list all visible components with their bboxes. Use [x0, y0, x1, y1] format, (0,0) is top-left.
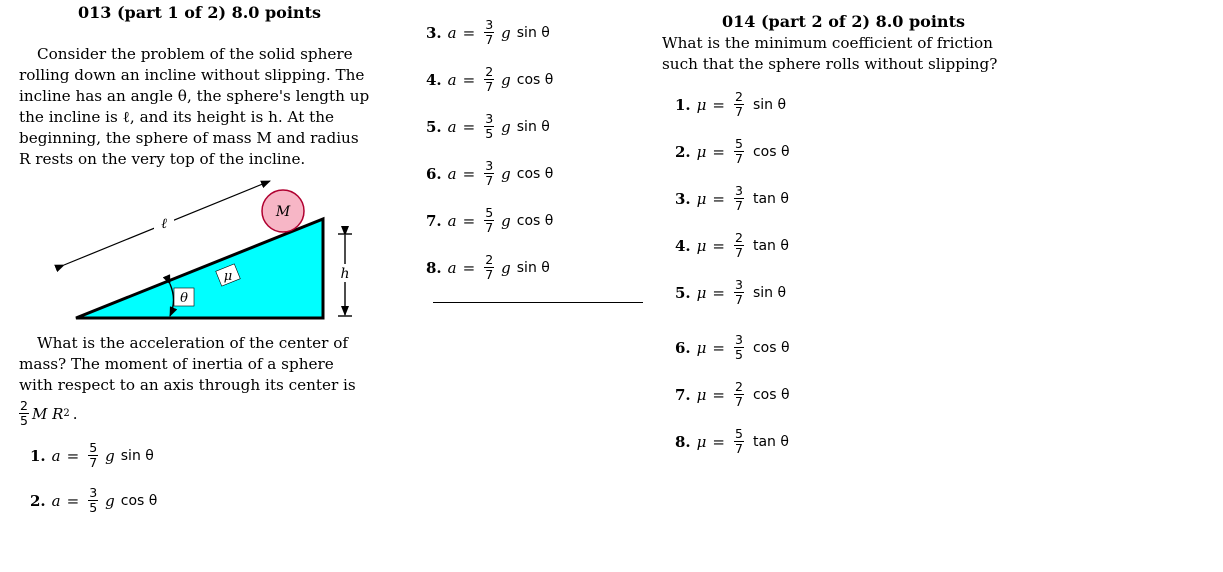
choice-variable: a — [447, 211, 457, 230]
q13-answer-choice — [426, 160, 557, 187]
choice-fraction — [484, 254, 494, 281]
fraction-numerator: 3 — [735, 277, 743, 292]
equals-sign: = — [462, 70, 476, 89]
fraction-numerator: 2 — [485, 64, 494, 79]
choice-number: 1. — [675, 95, 691, 114]
choice-trig-function: tan θ — [752, 433, 789, 450]
q13-question — [19, 333, 379, 396]
fraction-denominator: 7 — [485, 267, 494, 282]
fraction-denominator: 5 — [20, 413, 28, 428]
equals-sign: = — [462, 258, 476, 277]
q14-answer-choice — [675, 185, 793, 212]
choice-number: 8. — [426, 258, 442, 277]
q14-answer-choice — [675, 381, 794, 408]
fraction-denominator: 5 — [735, 347, 743, 362]
fraction-numerator: 2 — [20, 398, 28, 413]
q14-answer-choice — [675, 334, 794, 361]
choice-variable: μ — [696, 95, 707, 114]
choice-trig-function: cos θ — [516, 165, 554, 182]
equals-sign: = — [462, 164, 476, 183]
fraction-denominator: 7 — [735, 198, 743, 213]
choice-variable: a — [51, 491, 61, 510]
q13-intro — [19, 44, 379, 170]
choice-variable: μ — [696, 142, 707, 161]
choice-fraction — [734, 91, 744, 118]
choice-fraction — [484, 66, 494, 93]
angle-label: θ — [180, 291, 188, 306]
q14-header: 014 (part 2 of 2) 8.0 points — [722, 12, 965, 31]
q13-answer-choice — [30, 442, 158, 469]
equals-sign: = — [712, 385, 725, 404]
inertia-fraction — [19, 400, 29, 427]
sphere-mass-label: M — [275, 204, 291, 220]
choice-fraction — [734, 185, 744, 212]
choice-trig-function: sin θ — [516, 24, 550, 41]
fraction-denominator: 7 — [485, 32, 494, 47]
q14-answer-choice — [675, 428, 793, 455]
choice-variable: μ — [696, 385, 707, 404]
fraction-denominator: 7 — [735, 104, 743, 119]
choice-trig-function: cos θ — [752, 143, 790, 160]
equals-sign: = — [462, 211, 476, 230]
equals-sign: = — [462, 117, 476, 136]
q13-header: 013 (part 1 of 2) 8.0 points — [78, 3, 321, 22]
choice-trig-function: cos θ — [752, 339, 790, 356]
choice-variable: μ — [696, 338, 707, 357]
choice-trig-function: sin θ — [120, 447, 154, 464]
choice-trig-function: sin θ — [752, 284, 787, 301]
choice-variable: a — [447, 117, 457, 136]
q13-answer-choice — [426, 66, 557, 93]
fraction-numerator: 2 — [485, 252, 494, 267]
inertia-period: . — [72, 404, 78, 423]
q14-answer-choice — [675, 279, 790, 306]
q13-question-line: mass? The moment of inertia of a sphere — [19, 355, 334, 373]
choice-fraction — [484, 160, 494, 187]
choice-variable: a — [447, 164, 457, 183]
choice-variable: a — [447, 70, 457, 89]
choice-trig-function: cos θ — [752, 386, 790, 403]
fraction-numerator: 5 — [485, 205, 494, 220]
fraction-numerator: 3 — [485, 17, 494, 32]
choice-trig-function: tan θ — [752, 237, 789, 254]
q13-answer-choice — [426, 207, 557, 234]
q13-intro-line: R rests on the very top of the incline. — [19, 150, 306, 168]
choice-variable: μ — [696, 236, 707, 255]
choice-number: 4. — [426, 70, 442, 89]
fraction-numerator: 3 — [735, 183, 743, 198]
q14-question — [662, 33, 1032, 75]
q13-answer-choice — [426, 254, 554, 281]
height-label: h — [340, 266, 350, 282]
choice-trig-function: sin θ — [516, 118, 550, 135]
choice-g: g — [501, 258, 511, 277]
equals-sign: = — [712, 283, 725, 302]
equals-sign: = — [712, 338, 725, 357]
q14-answer-choice — [675, 91, 790, 118]
friction-label: μ — [223, 269, 233, 284]
inertia-mr: M R — [31, 404, 64, 423]
fraction-denominator: 7 — [485, 173, 494, 188]
choice-number: 3. — [675, 189, 691, 208]
choice-fraction — [88, 442, 98, 469]
choice-number: 7. — [675, 385, 691, 404]
equals-sign: = — [462, 23, 476, 42]
length-label: ℓ — [161, 216, 167, 232]
equals-sign: = — [712, 189, 725, 208]
choice-trig-function: cos θ — [516, 71, 554, 88]
fraction-numerator: 3 — [89, 485, 98, 500]
moment-of-inertia-formula — [19, 400, 78, 427]
choice-fraction — [484, 113, 494, 140]
choice-number: 3. — [426, 23, 442, 42]
choice-g: g — [501, 70, 511, 89]
q14-answer-choice — [675, 138, 794, 165]
fraction-numerator: 2 — [735, 230, 743, 245]
equals-sign: = — [712, 432, 725, 451]
fraction-denominator: 7 — [735, 151, 743, 166]
choice-g: g — [105, 491, 115, 510]
choice-number: 5. — [426, 117, 442, 136]
q13-question-line: What is the acceleration of the center of — [37, 334, 348, 352]
equals-sign: = — [66, 491, 80, 510]
choice-variable: a — [51, 446, 61, 465]
q13-intro-line: beginning, the sphere of mass M and radius — [19, 129, 359, 147]
q13-question-line: with respect to an axis through its center is — [19, 376, 356, 394]
choice-fraction — [484, 207, 494, 234]
fraction-denominator: 7 — [735, 441, 743, 456]
fraction-denominator: 7 — [485, 220, 494, 235]
choice-g: g — [105, 446, 115, 465]
fraction-numerator: 5 — [735, 136, 743, 151]
fraction-numerator: 3 — [485, 158, 494, 173]
choice-number: 8. — [675, 432, 691, 451]
choice-fraction — [734, 428, 744, 455]
choice-variable: a — [447, 258, 457, 277]
q13-answer-choice — [426, 113, 554, 140]
choice-fraction — [734, 334, 744, 361]
q13-intro-line: Consider the problem of the solid sphere — [37, 45, 353, 63]
choice-variable: μ — [696, 189, 707, 208]
choice-trig-function: cos θ — [120, 492, 158, 509]
fraction-denominator: 7 — [735, 394, 743, 409]
choice-number: 5. — [675, 283, 691, 302]
fraction-numerator: 2 — [735, 379, 743, 394]
fraction-denominator: 7 — [485, 79, 494, 94]
fraction-numerator: 5 — [89, 440, 98, 455]
choice-number: 4. — [675, 236, 691, 255]
fraction-numerator: 3 — [485, 111, 494, 126]
choice-number: 2. — [675, 142, 691, 161]
q14-question-line: What is the minimum coefficient of friction — [662, 34, 993, 52]
q13-intro-line: the incline is ℓ, and its height is h. At the — [19, 108, 335, 126]
q13-answer-choice — [426, 19, 554, 46]
q13-answer-choice — [30, 487, 161, 514]
equals-sign: = — [66, 446, 80, 465]
fraction-numerator: 5 — [735, 426, 743, 441]
choice-g: g — [501, 164, 511, 183]
choice-fraction — [734, 279, 744, 306]
q14-question-line: such that the sphere rolls without slipping? — [662, 55, 998, 73]
choice-fraction — [734, 381, 744, 408]
choice-g: g — [501, 211, 511, 230]
incline-diagram — [50, 172, 370, 324]
choice-number: 6. — [675, 338, 691, 357]
choice-trig-function: sin θ — [752, 96, 787, 113]
choice-g: g — [501, 23, 511, 42]
choice-fraction — [484, 19, 494, 46]
q13-intro-line: rolling down an incline without slipping. The — [19, 66, 365, 84]
choice-variable: μ — [696, 283, 707, 302]
choice-trig-function: cos θ — [516, 212, 554, 229]
choice-g: g — [501, 117, 511, 136]
choice-trig-function: tan θ — [752, 190, 789, 207]
q14-answer-choice — [675, 232, 793, 259]
equals-sign: = — [712, 95, 725, 114]
choice-variable: μ — [696, 432, 707, 451]
choice-number: 2. — [30, 491, 46, 510]
choice-fraction — [734, 232, 744, 259]
choice-number: 6. — [426, 164, 442, 183]
fraction-denominator: 7 — [735, 245, 743, 260]
equals-sign: = — [712, 142, 725, 161]
q13-intro-line: incline has an angle θ, the sphere's length up — [19, 87, 370, 105]
choice-number: 7. — [426, 211, 442, 230]
choice-number: 1. — [30, 446, 46, 465]
fraction-denominator: 7 — [735, 292, 743, 307]
inertia-exponent: 2 — [63, 408, 70, 419]
choice-fraction — [88, 487, 98, 514]
choice-variable: a — [447, 23, 457, 42]
fraction-numerator: 3 — [735, 332, 743, 347]
fraction-denominator: 7 — [89, 455, 98, 470]
fraction-denominator: 5 — [485, 126, 494, 141]
fraction-numerator: 2 — [735, 89, 743, 104]
fraction-denominator: 5 — [89, 500, 98, 515]
incline-triangle — [76, 219, 323, 318]
choice-fraction — [734, 138, 744, 165]
equals-sign: = — [712, 236, 725, 255]
choice-trig-function: sin θ — [516, 259, 550, 276]
divider-line — [433, 302, 643, 303]
